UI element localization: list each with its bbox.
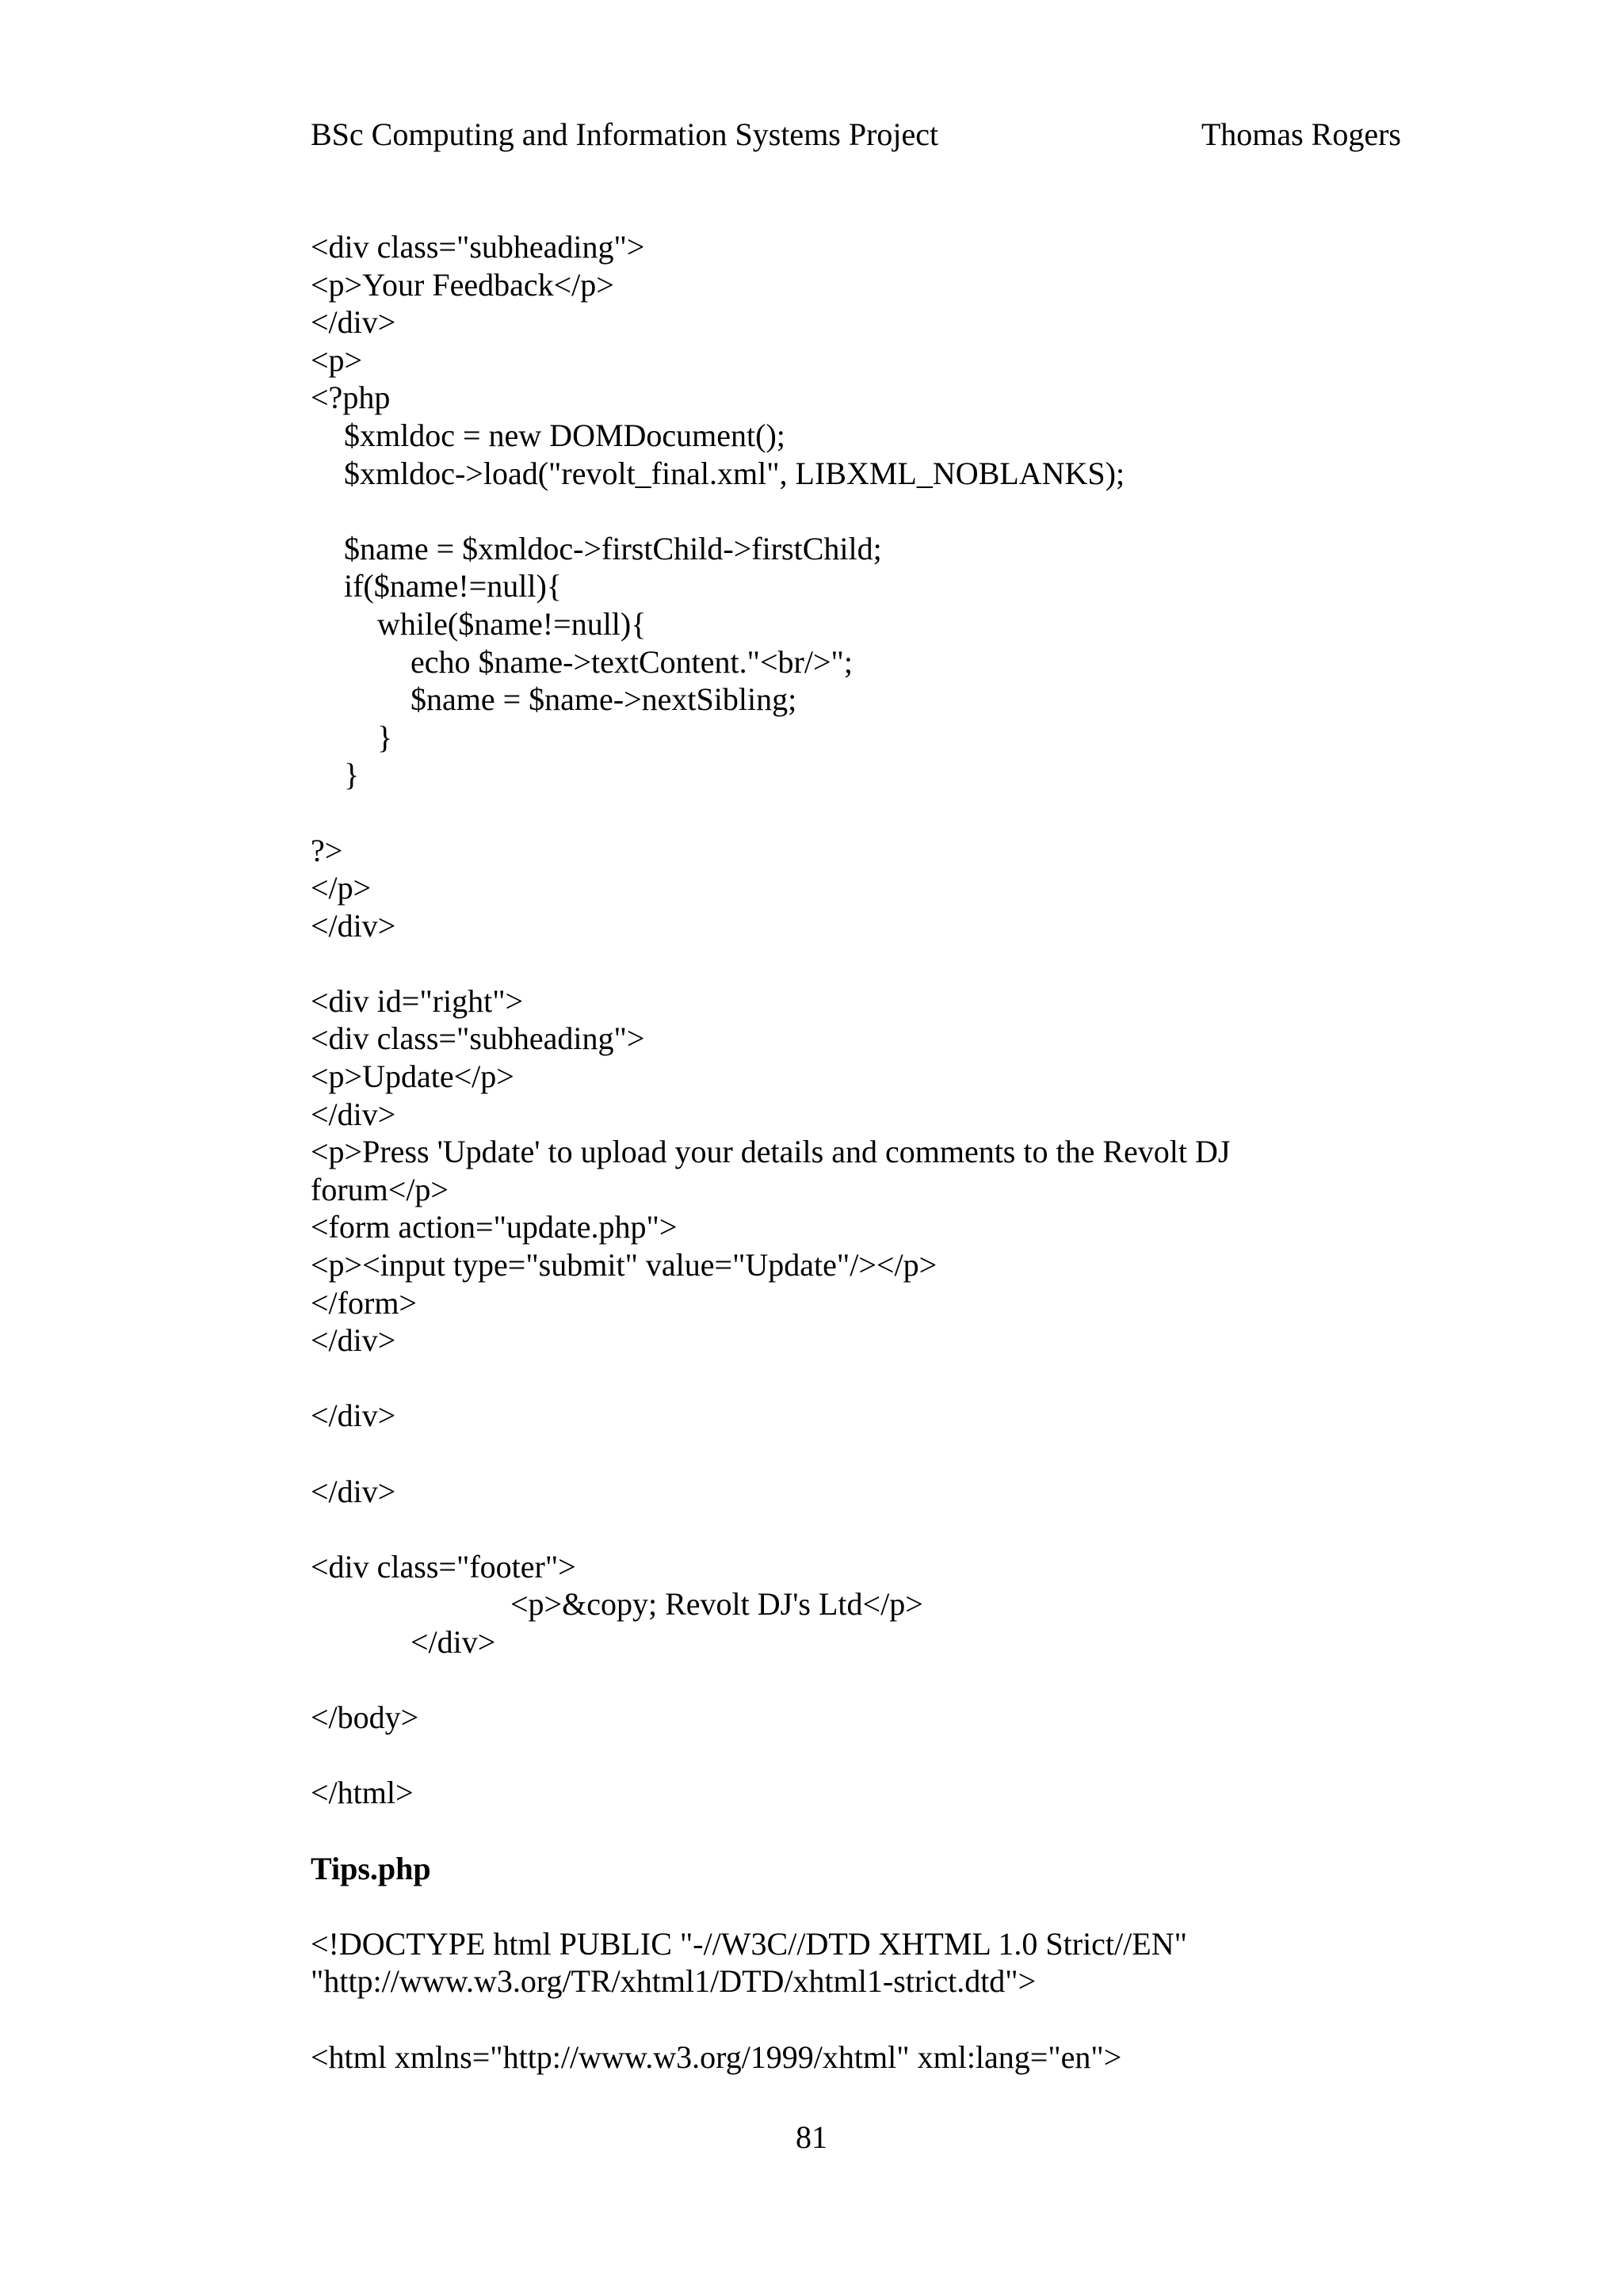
blank-line <box>311 944 1420 982</box>
blank-line <box>311 1510 1420 1548</box>
code-line: </div> <box>311 1473 396 1509</box>
code-line: $name = $name->nextSibling; <box>411 681 797 718</box>
blank-line <box>311 1737 1420 1775</box>
code-line: </div> <box>311 907 396 944</box>
page-number: 81 <box>796 2119 827 2155</box>
code-line: } <box>377 719 393 755</box>
code-line: </body> <box>311 1699 419 1736</box>
blank-line <box>311 1435 1420 1473</box>
code-line: while($name!=null){ <box>377 605 647 642</box>
code-line: </div> <box>411 1623 496 1660</box>
code-line: } <box>344 757 360 793</box>
code-line: <?php <box>311 379 391 416</box>
code-line: "http://www.w3.org/TR/xhtml1/DTD/xhtml1-strict.dtd"> <box>311 1963 1037 2000</box>
code-line: </form> <box>311 1284 417 1321</box>
page-header <box>311 111 1401 158</box>
blank-line <box>311 1887 1420 1925</box>
code-line: <p>Press 'Update' to upload your details and comments to the Revolt DJ <box>311 1134 1231 1170</box>
code-line: <div class="footer"> <box>311 1548 576 1585</box>
blank-line <box>311 2000 1420 2039</box>
code-line: </div> <box>311 1322 396 1359</box>
header-project-title: BSc Computing and Information Systems Project <box>311 116 939 152</box>
blank-line <box>311 1360 1420 1398</box>
code-line: <div id="right"> <box>311 982 524 1019</box>
code-listing <box>311 228 1420 2076</box>
header-author: Thomas Rogers <box>1201 116 1401 152</box>
code-line: <p>Update</p> <box>311 1058 514 1095</box>
blank-line <box>311 492 1420 530</box>
code-line: echo $name->textContent."<br/>"; <box>411 643 853 680</box>
code-line: </div> <box>311 1398 396 1434</box>
code-line: </div> <box>311 304 396 341</box>
blank-line <box>311 794 1420 832</box>
code-line: <!DOCTYPE html PUBLIC "-//W3C//DTD XHTML 1.0 Strict//EN" <box>311 1925 1187 1962</box>
code-line: <div class="subheading"> <box>311 229 645 265</box>
code-line: <p>Your Feedback</p> <box>311 266 614 303</box>
code-line: <form action="update.php"> <box>311 1209 678 1245</box>
code-line: <div class="subheading"> <box>311 1020 645 1057</box>
code-line: <html xmlns="http://www.w3.org/1999/xhtml" xml:lang="en"> <box>311 2039 1122 2075</box>
code-line: ?> <box>311 832 343 868</box>
code-line: <p> <box>311 341 363 378</box>
code-line: if($name!=null){ <box>344 568 562 605</box>
blank-line <box>311 1661 1420 1699</box>
code-line: forum</p> <box>311 1171 449 1207</box>
code-line: </p> <box>311 870 372 906</box>
code-line: $xmldoc = new DOMDocument(); <box>344 417 785 453</box>
code-line: $xmldoc->load("revolt_final.xml", LIBXML_NOBLANKS); <box>344 455 1125 491</box>
code-line: $name = $xmldoc->firstChild->firstChild; <box>344 530 882 566</box>
blank-line <box>311 1812 1420 1850</box>
code-line: </div> <box>311 1096 396 1132</box>
code-line: <p>&copy; Revolt DJ's Ltd</p> <box>510 1586 923 1623</box>
code-line: </html> <box>311 1775 414 1811</box>
code-line: <p><input type="submit" value="Update"/></p> <box>311 1247 938 1283</box>
section-heading: Tips.php <box>311 1850 431 1886</box>
